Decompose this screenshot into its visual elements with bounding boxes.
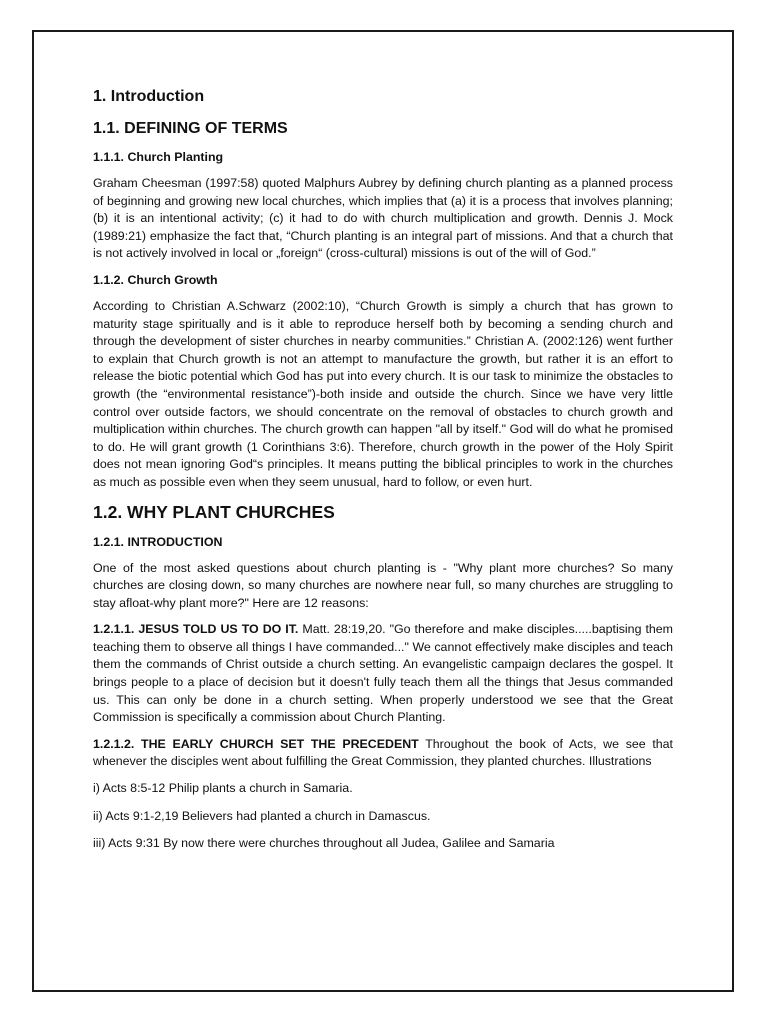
heading-church-growth: 1.1.2. Church Growth <box>93 272 218 287</box>
list-item: i) Acts 8:5-12 Philip plants a church in Samaria. <box>93 781 353 796</box>
lead-jesus-told-us: 1.2.1.1. JESUS TOLD US TO DO IT. <box>93 622 299 637</box>
paragraph-jesus-told-us <box>93 621 673 727</box>
document-body <box>93 87 673 863</box>
paragraph-church-growth: According to Christian A.Schwarz (2002:10), “Church Growth is simply a church that has grown to maturity stage spiritually and is it able to reproduce herself both by becoming a sending church and through the development of sister churches in nearby communities.” Christian A. (2002:126) went further to explain that Church growth is not an attempt to manufacture the growth, but rather it is an effort to release the biotic potential which God has put into every church. It is our task to minimize the obstacles to growth (the “environmental resistance”)-both inside and outside the church. Since we have very little control over outside factors, we should concentrate on the removal of obstacles to church growth and multiplication within churches. The church growth can happen "all by itself." God will do what he promised to do. He will grant growth (1 Corinthians 3:6). Therefore, church growth in the power of the Holy Spirit does not mean ignoring God“s principles. It means putting the biblical principles to work in the churches as much as possible even when they seem unusual, hard to follow, or even hurt. <box>93 298 673 489</box>
heading-defining-of-terms: 1.1. DEFINING OF TERMS <box>93 120 288 137</box>
paragraph-introduction: One of the most asked questions about church planting is - "Why plant more churches? So many churches are closing down, so many churches are nowhere near full, so many churches are struggling to stay afloat-why plant more?" Here are 12 reasons: <box>93 560 673 610</box>
list-item: iii) Acts 9:31 By now there were churches throughout all Judea, Galilee and Samaria <box>93 836 555 851</box>
lead-early-church: 1.2.1.2. THE EARLY CHURCH SET THE PRECEDENT <box>93 736 419 751</box>
heading-why-plant-churches: 1.2. WHY PLANT CHURCHES <box>93 501 335 522</box>
heading-section-introduction: 1.2.1. INTRODUCTION <box>93 534 223 549</box>
text-early-church: Throughout the book of Acts, we see that whenever the disciples went about fulfilling the Great Commission, they planted churches. Illustrations <box>93 736 674 769</box>
paragraph-church-planting: Graham Cheesman (1997:58) quoted Malphurs Aubrey by defining church planting as a planned process of beginning and growing new local churches, which implies that (a) it is a process that involves planning; (b) it is an intentional activity; (c) it had to do with church multiplication and growth. Dennis J. Mock (1989:21) emphasize the fact that, “Church planting is an integral part of missions. And that a church that is not actively involved in local or „foreign“ (cross-cultural) missions is out of the will of God.” <box>93 176 673 261</box>
heading-introduction: 1. Introduction <box>93 88 205 105</box>
paragraph-early-church <box>93 736 673 771</box>
text-jesus-told-us: Matt. 28:19,20. "Go therefore and make disciples.....baptising them teaching them to observe all things I have commanded..." We cannot effectively make disciples and teach them the commands of Christ outside a church setting. An evangelistic campaign declares the gospel. It brings people to a place of decision but it doesn't fully teach them all the things that Jesus commanded us. This can only be done in a church setting. When properly understood we see that the Great Commission is specifically a commission about Church Planting. <box>93 622 674 725</box>
heading-church-planting: 1.1.1. Church Planting <box>93 150 224 164</box>
list-item: ii) Acts 9:1-2,19 Believers had planted a church in Damascus. <box>93 808 431 823</box>
